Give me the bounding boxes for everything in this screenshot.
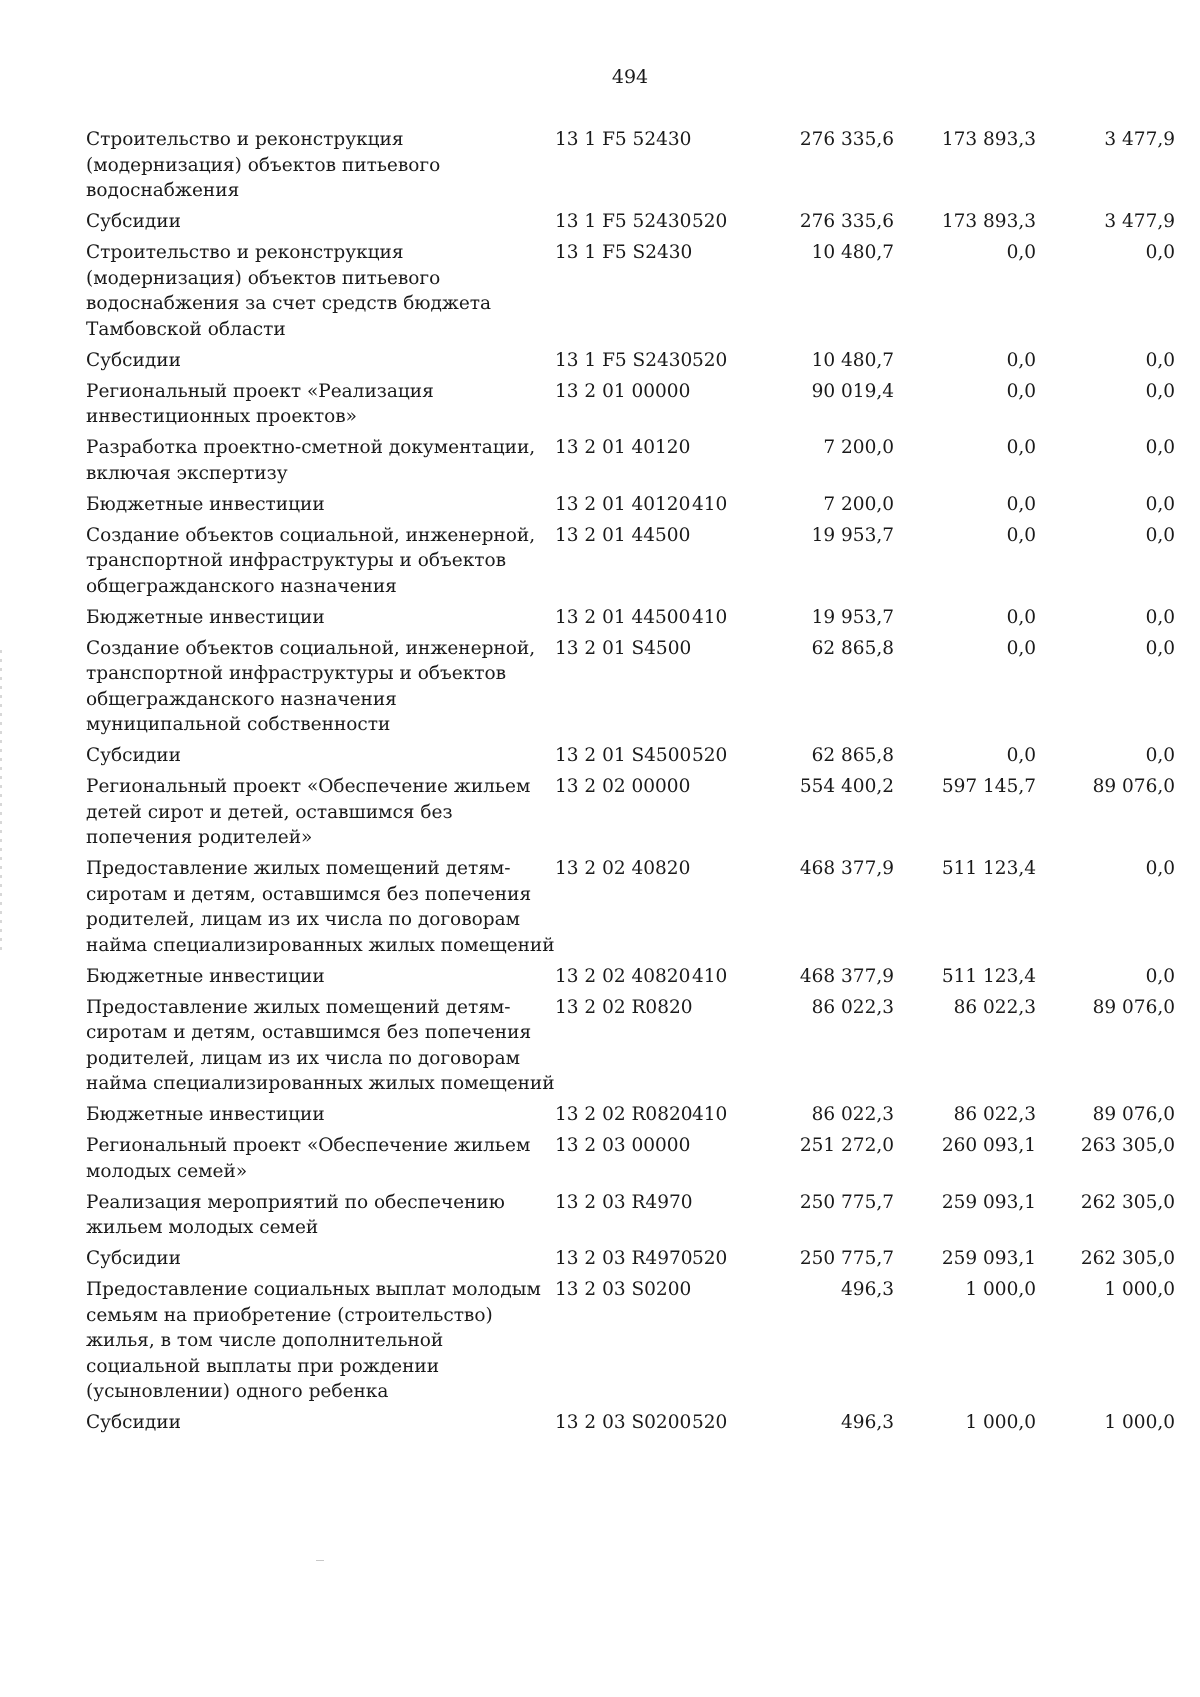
row-value-year-2: 173 893,3	[941, 211, 1036, 232]
row-expense-kind: 520	[692, 1412, 728, 1433]
row-expense-kind	[692, 379, 744, 436]
row-name: Предоставление жилых помещений детям-сиротам и детям, оставшимся без попечения родителей, лицам из их числа по договорам найма специализированных жилых помещений	[86, 996, 555, 1094]
row-name: Субсидии	[86, 211, 181, 232]
row-value-year-1: 276 335,6	[799, 129, 894, 150]
row-value-year-2: 0,0	[1006, 380, 1036, 402]
row-code: 13 2 02 00000	[555, 776, 691, 797]
row-value-year-2: 0,0	[1006, 524, 1036, 546]
row-value-year-2: 260 093,1	[941, 1135, 1036, 1156]
row-value-year-3: 262 305,0	[1080, 1191, 1175, 1213]
row-name: Субсидии	[86, 1412, 181, 1433]
row-code: 13 2 01 S4500	[555, 745, 692, 766]
row-name: Субсидии	[86, 349, 181, 371]
row-name: Реализация мероприятий по обеспечению жильем молодых семей	[86, 1191, 505, 1238]
table-row	[86, 240, 1175, 348]
row-expense-kind	[692, 636, 744, 744]
row-value-year-3: 0,0	[1145, 745, 1175, 766]
row-name: Региональный проект «Обеспечение жильем детей сирот и детей, оставшимся без попечения родителей»	[86, 776, 531, 848]
table-row	[86, 1190, 1175, 1247]
row-expense-kind: 520	[692, 211, 728, 232]
scan-speck	[316, 1560, 324, 1561]
table-row	[86, 774, 1175, 856]
row-code: 13 2 01 40120	[555, 437, 691, 458]
row-value-year-2: 511 123,4	[941, 858, 1036, 879]
budget-table	[86, 127, 1175, 1441]
row-name: Региональный проект «Реализация инвестиционных проектов»	[86, 380, 434, 427]
row-value-year-2: 0,0	[1006, 606, 1036, 628]
row-value-year-1: 19 953,7	[811, 524, 894, 546]
row-value-year-1: 250 775,7	[799, 1191, 894, 1213]
row-value-year-1: 496,3	[841, 1279, 894, 1300]
row-name: Бюджетные инвестиции	[86, 1104, 325, 1125]
row-value-year-1: 62 865,8	[811, 745, 894, 766]
row-value-year-1: 19 953,7	[811, 606, 894, 628]
row-code: 13 2 03 R4970	[555, 1191, 693, 1213]
row-name: Предоставление жилых помещений детям-сиротам и детям, оставшимся без попечения родителей, лицам из их числа по договорам найма специализированных жилых помещений	[86, 858, 555, 956]
row-value-year-2: 597 145,7	[941, 776, 1036, 797]
row-expense-kind	[692, 435, 744, 492]
row-value-year-1: 90 019,4	[811, 380, 894, 402]
row-name: Предоставление социальных выплат молодым семьям на приобретение (строительство) жилья, в том числе дополнительной социальной выплаты при рождении (усыновлении) одного ребенка	[86, 1279, 541, 1402]
row-value-year-1: 7 200,0	[823, 493, 894, 515]
row-value-year-1: 468 377,9	[799, 965, 894, 987]
row-value-year-3: 0,0	[1145, 524, 1175, 546]
row-value-year-2: 1 000,0	[965, 1412, 1036, 1433]
row-expense-kind	[692, 1190, 744, 1247]
row-code: 13 2 02 40820	[555, 965, 691, 987]
row-value-year-3: 0,0	[1145, 858, 1175, 879]
row-value-year-3: 0,0	[1145, 242, 1175, 263]
table-row	[86, 605, 1175, 636]
row-code: 13 2 02 40820	[555, 858, 691, 879]
row-value-year-1: 496,3	[841, 1412, 894, 1433]
row-value-year-3: 3 477,9	[1104, 129, 1175, 150]
row-code: 13 2 03 R4970	[555, 1248, 693, 1269]
row-value-year-2: 0,0	[1006, 242, 1036, 263]
row-name: Субсидии	[86, 745, 181, 766]
row-expense-kind	[692, 1133, 744, 1190]
table-row	[86, 209, 1175, 240]
row-value-year-3: 89 076,0	[1092, 776, 1175, 797]
row-code: 13 1 F5 S2430	[555, 242, 693, 263]
row-value-year-2: 1 000,0	[965, 1279, 1036, 1300]
row-code: 13 2 01 44500	[555, 606, 691, 628]
row-expense-kind: 520	[692, 349, 728, 371]
row-value-year-2: 86 022,3	[953, 996, 1036, 1018]
row-expense-kind	[692, 856, 744, 964]
row-code: 13 2 01 44500	[555, 524, 691, 546]
row-name: Бюджетные инвестиции	[86, 493, 325, 515]
row-value-year-2: 0,0	[1006, 637, 1036, 659]
row-code: 13 2 01 40120	[555, 493, 691, 515]
row-code: 13 2 01 00000	[555, 380, 691, 402]
row-value-year-1: 10 480,7	[811, 349, 894, 371]
table-row	[86, 492, 1175, 523]
row-value-year-2: 259 093,1	[941, 1191, 1036, 1213]
row-value-year-2: 86 022,3	[953, 1104, 1036, 1125]
row-value-year-1: 62 865,8	[811, 637, 894, 659]
table-row	[86, 743, 1175, 774]
row-expense-kind: 410	[692, 493, 728, 515]
row-value-year-3: 0,0	[1145, 349, 1175, 371]
row-expense-kind	[692, 127, 744, 209]
row-expense-kind	[692, 240, 744, 348]
row-name: Создание объектов социальной, инженерной, транспортной инфраструктуры и объектов общегражданского назначения	[86, 524, 536, 597]
row-value-year-3: 0,0	[1145, 493, 1175, 515]
row-expense-kind	[692, 1277, 744, 1410]
row-value-year-2: 0,0	[1006, 745, 1036, 766]
row-name: Бюджетные инвестиции	[86, 965, 325, 987]
row-value-year-1: 86 022,3	[811, 1104, 894, 1125]
row-value-year-2: 0,0	[1006, 437, 1036, 458]
row-value-year-1: 468 377,9	[799, 858, 894, 879]
row-code: 13 1 F5 S2430	[555, 349, 693, 371]
table-row	[86, 435, 1175, 492]
row-expense-kind: 520	[692, 1248, 728, 1269]
row-value-year-1: 10 480,7	[811, 242, 894, 263]
row-value-year-2: 259 093,1	[941, 1248, 1036, 1269]
row-expense-kind	[692, 523, 744, 605]
row-code: 13 2 02 R0820	[555, 1104, 693, 1125]
row-value-year-1: 251 272,0	[799, 1135, 894, 1156]
table-row	[86, 636, 1175, 744]
row-value-year-3: 89 076,0	[1092, 1104, 1175, 1125]
row-code: 13 2 03 00000	[555, 1135, 691, 1156]
row-name: Региональный проект «Обеспечение жильем молодых семей»	[86, 1135, 531, 1182]
row-value-year-1: 554 400,2	[799, 776, 894, 797]
row-value-year-2: 173 893,3	[941, 129, 1036, 150]
row-name: Разработка проектно-сметной документации, включая экспертизу	[86, 437, 536, 484]
table-row	[86, 995, 1175, 1103]
table-row	[86, 964, 1175, 995]
row-value-year-2: 0,0	[1006, 493, 1036, 515]
row-value-year-3: 89 076,0	[1092, 996, 1175, 1018]
row-value-year-1: 86 022,3	[811, 996, 894, 1018]
row-name: Строительство и реконструкция (модернизация) объектов питьевого водоснабжения за счет средств бюджета Тамбовской области	[86, 242, 492, 340]
table-row	[86, 1410, 1175, 1441]
row-name: Создание объектов социальной, инженерной, транспортной инфраструктуры и объектов общегражданского назначения муниципальной собственности	[86, 637, 536, 735]
row-value-year-1: 276 335,6	[799, 211, 894, 232]
row-code: 13 1 F5 52430	[555, 129, 692, 150]
row-expense-kind: 410	[692, 965, 728, 987]
row-name: Бюджетные инвестиции	[86, 606, 325, 628]
row-expense-kind: 520	[692, 745, 728, 766]
table-row	[86, 1133, 1175, 1190]
row-value-year-3: 262 305,0	[1080, 1248, 1175, 1269]
row-code: 13 2 02 R0820	[555, 996, 693, 1018]
row-expense-kind: 410	[692, 606, 728, 628]
row-value-year-2: 0,0	[1006, 349, 1036, 371]
row-expense-kind: 410	[692, 1104, 728, 1125]
row-value-year-3: 0,0	[1145, 965, 1175, 987]
row-value-year-3: 0,0	[1145, 380, 1175, 402]
row-expense-kind	[692, 774, 744, 856]
table-row	[86, 1277, 1175, 1410]
row-value-year-3: 263 305,0	[1080, 1135, 1175, 1156]
row-value-year-2: 511 123,4	[941, 965, 1036, 987]
row-value-year-3: 1 000,0	[1104, 1412, 1175, 1433]
row-expense-kind	[692, 995, 744, 1103]
row-value-year-3: 1 000,0	[1104, 1279, 1175, 1300]
row-code: 13 2 03 S0200	[555, 1279, 692, 1300]
row-code: 13 2 01 S4500	[555, 637, 692, 659]
row-code: 13 2 03 S0200	[555, 1412, 692, 1433]
table-row	[86, 1102, 1175, 1133]
row-value-year-3: 3 477,9	[1104, 211, 1175, 232]
table-row	[86, 856, 1175, 964]
table-row	[86, 523, 1175, 605]
table-row	[86, 379, 1175, 436]
page-number: 494	[611, 66, 649, 88]
scan-artifact	[0, 650, 2, 950]
table-row	[86, 1246, 1175, 1277]
row-value-year-3: 0,0	[1145, 606, 1175, 628]
row-value-year-1: 250 775,7	[799, 1248, 894, 1269]
row-value-year-3: 0,0	[1145, 437, 1175, 458]
table-row	[86, 348, 1175, 379]
row-value-year-3: 0,0	[1145, 637, 1175, 659]
table-body	[86, 127, 1175, 1441]
row-name: Субсидии	[86, 1248, 181, 1269]
table-row	[86, 127, 1175, 209]
row-name: Строительство и реконструкция (модернизация) объектов питьевого водоснабжения	[86, 129, 441, 201]
row-value-year-1: 7 200,0	[823, 437, 894, 458]
row-code: 13 1 F5 52430	[555, 211, 692, 232]
